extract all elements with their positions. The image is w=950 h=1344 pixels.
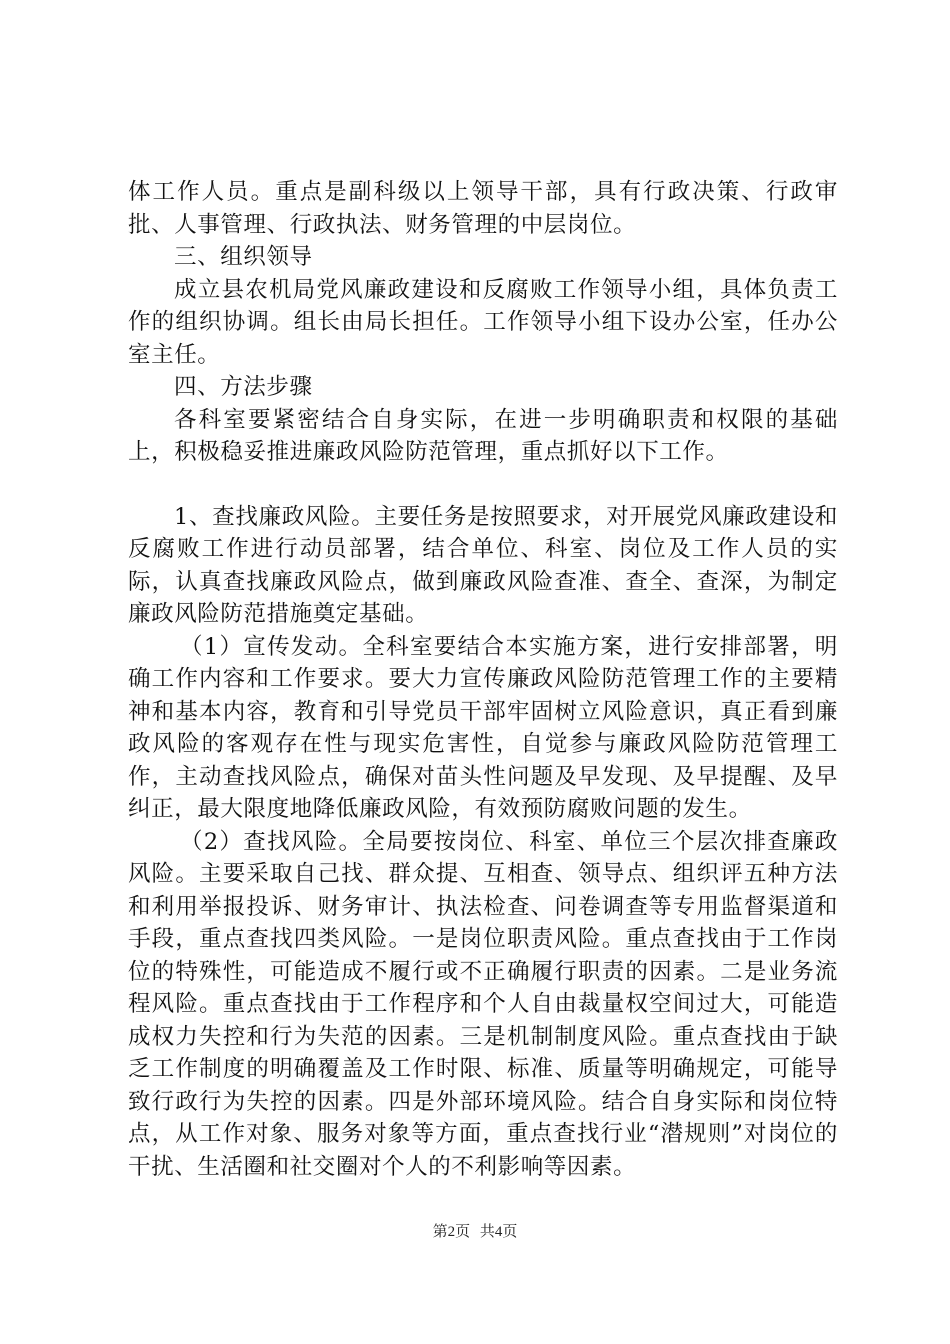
paragraph-gap (128, 469, 838, 501)
page-number: 第2页 (432, 1224, 471, 1240)
paragraph-step-1: 1、查找廉政风险。主要任务是按照要求，对开展党风廉政建设和反腐败工作进行动员部署，结合单位、科室、岗位及工作人员的实际，认真查找廉政风险点，做到廉政风险查准、查全、查深，为制定廉政风险防范措施奠定基础。 (128, 503, 838, 627)
paragraph-method-intro: 各科室要紧密结合自身实际，在进一步明确职责和权限的基础上，积极稳妥推进廉政风险防范管理，重点抓好以下工作。 (128, 406, 838, 465)
paragraph-continuation: 体工作人员。重点是副科级以上领导干部，具有行政决策、行政审批、人事管理、行政执法、财务管理的中层岗位。 (128, 179, 838, 238)
page-footer (0, 1220, 950, 1241)
paragraph-step-1-publicity: （1）宣传发动。全科室要结合本实施方案，进行安排部署，明确工作内容和工作要求。要大力宣传廉政风险防范管理工作的主要精神和基本内容，教育和引导党员干部牢固树立风险意识，真正看到廉政风险的客观存在性与现实危害性，自觉参与廉政风险防范管理工作，主动查找风险点，确保对苗头性问题及早发现、及早提醒、及早纠正，最大限度地降低廉政风险，有效预防腐败问题的发生。 (128, 633, 838, 822)
section-heading-method: 四、方法步骤 (174, 374, 313, 400)
document-body (128, 176, 838, 1183)
paragraph-step-1-risk-search: （2）查找风险。全局要按岗位、科室、单位三个层次排查廉政风险。主要采取自己找、群众提、互相查、领导点、组织评五种方法和利用举报投诉、财务审计、执法检查、问卷调查等专用监督渠道和手段，重点查找四类风险。一是岗位职责风险。重点查找由于工作岗位的特殊性，可能造成不履行或不正确履行职责的因素。二是业务流程风险。重点查找由于工作程序和个人自由裁量权空间过大，可能造成权力失控和行为失范的因素。三是机制制度风险。重点查找由于缺乏工作制度的明确覆盖及工作时限、标准、质量等明确规定，可能导致行政行为失控的因素。四是外部环境风险。结合自身实际和岗位特点，从工作对象、服务对象等方面，重点查找行业“潜规则”对岗位的干扰、生活圈和社交圈对个人的不利影响等因素。 (128, 828, 838, 1180)
section-heading-organization: 三、组织领导 (174, 244, 313, 270)
page-total: 共4页 (479, 1224, 518, 1240)
paragraph-organization: 成立县农机局党风廉政建设和反腐败工作领导小组，具体负责工作的组织协调。组长由局长担任。工作领导小组下设办公室，任办公室主任。 (128, 276, 838, 368)
